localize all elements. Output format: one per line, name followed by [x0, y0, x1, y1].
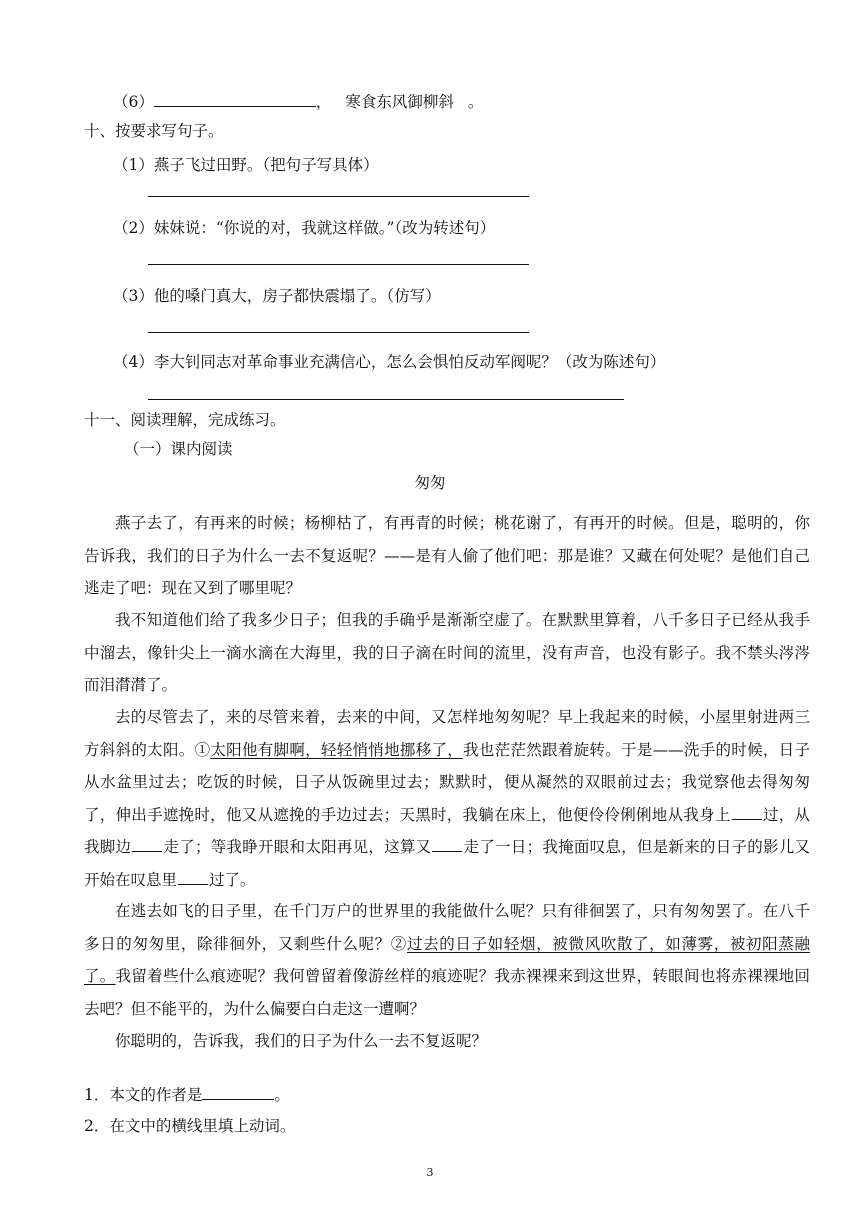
p3-text-b: 我也茫茫然跟着旋转。于是——洗手的时候，日子从水盆里过去；吃饭的时候，日子从饭碗里过去；默默时，便从凝然的双眼前过去；我觉察他去得匆匆了，伸出手遮挽时，他又从遮挽的手边过去；天黑时，我躺在床上，他便伶伶俐俐地从我身上: [84, 740, 810, 824]
passage-title: 匆匆: [414, 474, 446, 492]
circled-number-1: ①: [194, 740, 211, 759]
verb-blank-4[interactable]: [178, 870, 208, 885]
passage-paragraph-1: 燕子去了，有再来的时候；杨柳枯了，有再青的时候；桃花谢了，有再开的时候。但是，聪明的，你告诉我，我们的日子为什么一去不复返呢？——是有人偷了他们吧：那是谁？又藏在何处呢？是他们自己逃走了吧：现在又到了哪里呢？: [84, 514, 810, 597]
verb-blank-3[interactable]: [432, 837, 462, 852]
circled-number-2: ②: [390, 934, 407, 953]
passage-paragraph-2: [84, 604, 810, 702]
question-6-line: [113, 90, 483, 112]
section-10-heading: 十、按要求写句子。: [84, 122, 224, 140]
s10-answer-line-3[interactable]: [148, 332, 529, 333]
underlined-sentence-1: 太阳他有脚啊，轻轻悄悄地挪移了，: [210, 740, 464, 759]
passage-paragraph-5: 你聪明的，告诉我，我们的日子为什么一去不复返呢？: [115, 1032, 488, 1050]
comma: ，: [315, 93, 332, 111]
p3-text-d: 走了；等我睁开眼和太阳再见，这算又: [163, 838, 432, 856]
s10-item-1: （1）燕子飞过田野。（把句子写具体）: [113, 156, 379, 174]
passage-paragraph-4: [84, 895, 810, 1025]
underlined-sentence-2: 过去的日子如轻烟，被微风吹散了，如薄雾，被初阳蒸融了。: [84, 934, 810, 985]
p3-text-f: 过了。: [209, 870, 256, 889]
s10-answer-line-1[interactable]: [148, 196, 529, 197]
paragraph-2-text: 我不知道他们给了我多少日子；但我的手确乎是渐渐空虚了。在默默里算着，八千多日子已经从我手中溜去，像针尖上一滴水滴在大海里，我的日子滴在时间的流里，没有声音，也没有影子。我不禁头涔涔而泪潸潸了。: [84, 611, 810, 694]
question-1: [84, 1083, 290, 1105]
s10-answer-line-2[interactable]: [148, 264, 529, 265]
p3-text-c: 过，从我脚边: [84, 805, 810, 856]
verb-blank-2[interactable]: [132, 837, 162, 852]
question-2: 2．在文中的横线里填上动词。: [84, 1117, 296, 1135]
passage-paragraph-3: [84, 701, 810, 896]
section-11-heading: 十一、阅读理解，完成练习。: [84, 411, 286, 429]
s10-item-4: （4）李大钊同志对革命事业充满信心，怎么会惧怕反动军阀呢？（改为陈述句）: [113, 353, 666, 371]
s10-item-2: （2）妹妹说：“你说的对，我就这样做。”（改为转述句）: [113, 219, 496, 237]
p3-text-e: 走了一日；我掩面叹息，但是新来的日子的影儿又开始在叹息里: [84, 838, 810, 889]
p4-text-a: 在逃去如飞的日子里，在千门万户的世界里的我能做什么呢？只有徘徊罢了，只有匆匆罢了。在八千多日的匆匆里，除徘徊外，又剩些什么呢？: [84, 902, 810, 953]
poem-line: 寒食东风御柳斜: [345, 93, 454, 111]
author-answer-blank[interactable]: [202, 1083, 274, 1100]
verb-blank-1[interactable]: [732, 805, 762, 820]
question-1-end: 。: [274, 1086, 290, 1104]
page-number: 3: [426, 1166, 434, 1179]
p3-text-a: 去的尽管去了，来的尽管来着，去来的中间，又怎样地匆匆呢？早上我起来的时候，小屋里射进两三方斜斜的太阳。: [84, 708, 810, 759]
section-11-subheading: （一）课内阅读: [124, 440, 233, 458]
answer-blank[interactable]: [154, 90, 316, 107]
question-1-text: 1．本文的作者是: [84, 1086, 203, 1104]
period: 。: [467, 93, 484, 111]
s10-item-3: （3）他的嗓门真大，房子都快震塌了。（仿写）: [113, 287, 441, 305]
question-number: （6）: [113, 93, 154, 111]
s10-answer-line-4[interactable]: [148, 399, 624, 400]
p4-text-b: 我留着些什么痕迹呢？我何曾留着像游丝样的痕迹呢？我赤裸裸来到这世界，转眼间也将赤裸裸地回去吧？但不能平的，为什么偏要白白走这一遭啊？: [84, 967, 810, 1018]
